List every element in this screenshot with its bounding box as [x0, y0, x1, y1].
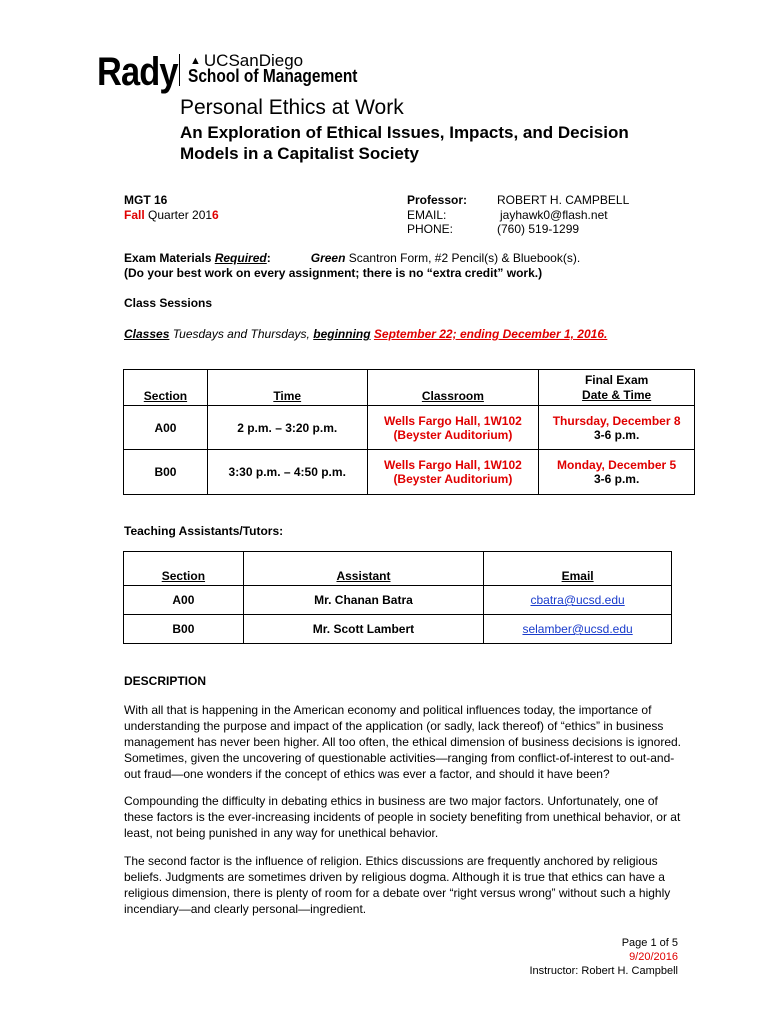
- footer-date: 9/20/2016: [629, 951, 678, 963]
- class-days: Tuesdays and Thursdays,: [169, 327, 314, 341]
- header-final-exam: [539, 370, 695, 406]
- rady-logo: Rady: [97, 50, 178, 94]
- room-line1: Wells Fargo Hall, 1W102: [383, 458, 522, 472]
- p1-line: management has never been higher. All too often, the ethical dimension of business decisions is ignored.: [124, 735, 682, 749]
- ta-email-cell: [484, 615, 672, 644]
- term-fall: Fall: [124, 208, 145, 222]
- ta-row-b00: [124, 615, 672, 644]
- class-dates: September 22; ending December 1, 2016.: [373, 327, 608, 341]
- ta-header-email: Email: [484, 552, 672, 586]
- ta-email-link[interactable]: cbatra@ucsd.edu: [530, 593, 625, 607]
- exam-date: Thursday, December 8: [552, 413, 681, 428]
- p3-line: religious dimension, there is plenty of room for a debate over “right versus wrong” without such a highly: [124, 886, 671, 900]
- materials-green: Green: [310, 251, 346, 265]
- ta-header-row: [124, 552, 672, 586]
- materials-label: Exam Materials: [124, 251, 215, 265]
- description-paragraph-1: [124, 702, 714, 782]
- beginning-word: beginning: [313, 327, 371, 341]
- ta-section: B00: [124, 615, 244, 644]
- header-final-exam-line1: Final Exam: [584, 372, 649, 387]
- row-exam: [539, 450, 695, 495]
- header-time: Time: [207, 370, 367, 406]
- term-quarter: Quarter 201: [144, 208, 213, 222]
- course-subtitle-line1: An Exploration of Ethical Issues, Impacts, and Decision: [180, 123, 629, 142]
- professor-phone: (760) 519-1299: [497, 222, 580, 236]
- p2-line: Compounding the difficulty in debating ethics in business are two major factors. Unfortunately, one of: [124, 794, 658, 808]
- school-name: School of Management: [188, 66, 358, 86]
- ta-section: A00: [124, 586, 244, 615]
- phone-label: PHONE:: [407, 222, 454, 236]
- row-section: A00: [124, 406, 208, 450]
- professor-email: jayhawk0@flash.net: [500, 208, 608, 222]
- p1-line: out fraud—one wonders if the concept of ethics was ever a factor, and should it have been?: [124, 767, 610, 781]
- p2-line: these factors is the ever-increasing incidents of people in society benefiting from unethical behavior, or at: [124, 810, 681, 824]
- p3-line: The second factor is the influence of religion. Ethics discussions are frequently anchored by religious: [124, 854, 658, 868]
- row-time: 2 p.m. – 3:20 p.m.: [207, 406, 367, 450]
- p1-line: understanding the purpose and impact of the application (or sadly, lack thereof) of “ethics” in business: [124, 719, 664, 733]
- professor-label: Professor:: [407, 193, 468, 207]
- room-line2: (Beyster Auditorium): [393, 427, 513, 442]
- room-line2: (Beyster Auditorium): [393, 472, 513, 486]
- row-classroom: [367, 450, 539, 495]
- professor-name: ROBERT H. CAMPBELL: [497, 193, 630, 207]
- footer-page-number: Page 1 of 5: [621, 937, 678, 949]
- header-final-exam-line2: Date & Time: [582, 387, 652, 402]
- class-sessions-heading: Class Sessions: [124, 296, 213, 310]
- row-time: 3:30 p.m. – 4:50 p.m.: [207, 450, 367, 495]
- exam-date: Monday, December 5: [557, 458, 677, 472]
- p3-line: beliefs. Judgments are sometimes driven by religious dogma. Although it is true that ethics can have a: [124, 870, 665, 884]
- course-title: Personal Ethics at Work: [180, 96, 404, 119]
- room-line1: Wells Fargo Hall, 1W102: [383, 413, 522, 428]
- ucsd-wordmark: UCSanDiego: [203, 51, 304, 70]
- ta-email-link[interactable]: selamber@ucsd.edu: [522, 622, 633, 636]
- description-heading: DESCRIPTION: [124, 674, 207, 688]
- ta-assistant: Mr. Chanan Batra: [243, 586, 483, 615]
- description-paragraph-3: [124, 853, 714, 917]
- p1-line: Sometimes, given the uncovering of questionable activities—ranging from conflict-of-interest to out-and-: [124, 751, 675, 765]
- materials-note: (Do your best work on every assignment; there is no “extra credit” work.): [124, 266, 543, 280]
- classes-word: Classes: [124, 327, 170, 341]
- schedule-table: [123, 369, 695, 495]
- ta-table: [123, 551, 672, 644]
- row-exam: [539, 406, 695, 450]
- class-sessions-info: [124, 327, 607, 342]
- logo-divider: [179, 54, 180, 86]
- ta-heading: Teaching Assistants/Tutors:: [124, 524, 284, 538]
- header-section: Section: [124, 370, 208, 406]
- ta-header-section: Section: [124, 552, 244, 586]
- triton-icon: ▲: [190, 55, 201, 67]
- exam-materials: [124, 251, 580, 266]
- ta-row-a00: [124, 586, 672, 615]
- schedule-header-row: [124, 370, 695, 406]
- row-section: B00: [124, 450, 208, 495]
- ta-header-assistant: Assistant: [243, 552, 483, 586]
- p1-line: With all that is happening in the American economy and political influences today, the importance of: [124, 703, 652, 717]
- term-year-digit: 6: [212, 208, 219, 222]
- materials-items: Scantron Form, #2 Pencil(s) & Bluebook(s).: [345, 251, 581, 265]
- description-paragraph-2: [124, 793, 714, 841]
- course-term: [124, 208, 219, 223]
- header-classroom: Classroom: [367, 370, 539, 406]
- exam-time: 3-6 p.m.: [593, 472, 640, 486]
- footer-instructor: Instructor: Robert H. Campbell: [529, 965, 678, 977]
- email-label: EMAIL:: [407, 208, 447, 222]
- schedule-row-b00: [124, 450, 695, 495]
- row-classroom: [367, 406, 539, 450]
- ta-email-cell: [484, 586, 672, 615]
- p3-line: incendiary—and clearly personal—ingredient.: [124, 902, 367, 916]
- schedule-row-a00: [124, 406, 695, 450]
- exam-time: 3-6 p.m.: [593, 427, 640, 442]
- course-code: MGT 16: [124, 193, 168, 207]
- p2-line: least, not being punished in any way for unethical behavior.: [124, 826, 439, 840]
- course-subtitle-line2: Models in a Capitalist Society: [180, 144, 420, 163]
- materials-colon: :: [266, 251, 271, 265]
- ta-assistant: Mr. Scott Lambert: [243, 615, 483, 644]
- materials-required: Required: [214, 251, 267, 265]
